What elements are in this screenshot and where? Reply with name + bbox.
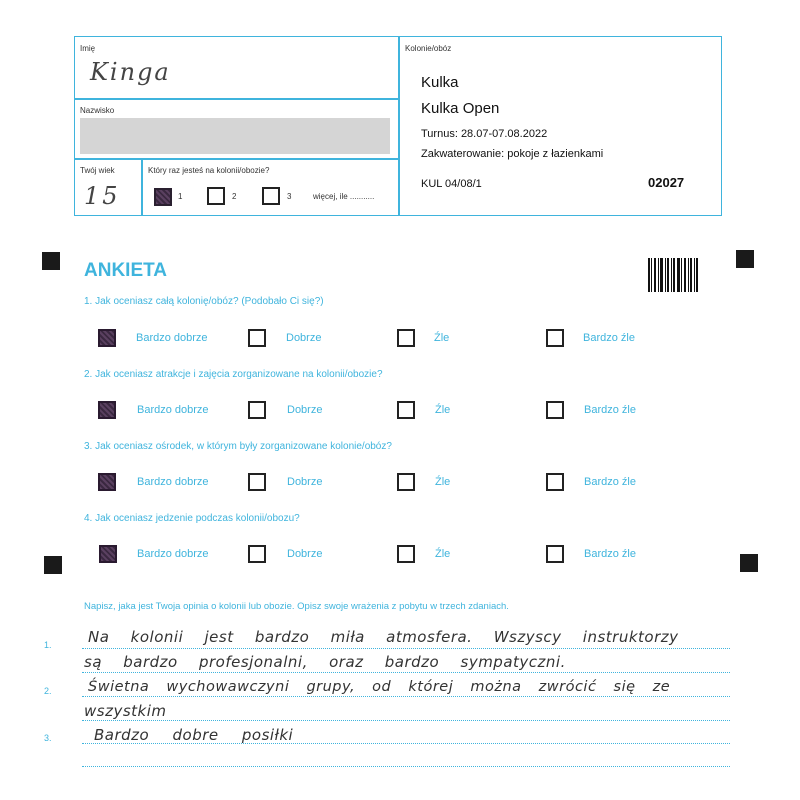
question-1: 1. Jak oceniasz całą kolonię/obóz? (Podobało Ci się?) [84, 296, 324, 307]
opinion-answer-line-2[interactable]: są bardzo profesjonalni, oraz bardzo sympatyczni. [84, 653, 566, 671]
zakwaterowanie: Zakwaterowanie: pokoje z łazienkami [421, 148, 604, 160]
q3-checkbox-dobrze[interactable] [248, 473, 266, 491]
q2-checkbox-bardzo-zle[interactable] [546, 401, 564, 419]
q1-checkbox-bardzo-dobrze[interactable] [98, 329, 116, 347]
kolonia-program: Kulka Open [421, 100, 500, 117]
ktory-raz-checkbox-3[interactable] [262, 187, 280, 205]
q2-checkbox-bardzo-dobrze[interactable] [98, 401, 116, 419]
q2-checkbox-zle[interactable] [397, 401, 415, 419]
q2-checkbox-dobrze[interactable] [248, 401, 266, 419]
q4-checkbox-zle[interactable] [397, 545, 415, 563]
kolonia-label: Kolonie/obóz [405, 44, 452, 53]
q2-option-bardzo-zle: Bardzo źle [584, 404, 636, 416]
writing-line [82, 766, 730, 767]
q1-checkbox-bardzo-zle[interactable] [546, 329, 564, 347]
ktory-raz-option-2: 2 [232, 192, 237, 201]
q3-option-dobrze: Dobrze [287, 476, 323, 488]
q4-option-dobrze: Dobrze [287, 548, 323, 560]
header-divider-3 [141, 158, 143, 216]
q1-option-bardzo-dobrze: Bardzo dobrze [136, 332, 208, 344]
question-2: 2. Jak oceniasz atrakcje i zajęcia zorganizowane na kolonii/obozie? [84, 369, 383, 380]
q1-checkbox-dobrze[interactable] [248, 329, 266, 347]
imie-label: Imię [80, 44, 96, 53]
q4-checkbox-bardzo-dobrze[interactable] [99, 545, 117, 563]
ktory-raz-label: Który raz jesteś na kolonii/obozie? [148, 166, 270, 175]
line-number-1: 1. [44, 640, 52, 650]
kolonia-number: 02027 [648, 175, 685, 190]
writing-line [82, 720, 730, 721]
wiek-label: Twój wiek [80, 166, 115, 175]
opinion-prompt: Napisz, jaka jest Twoja opinia o kolonii lub obozie. Opisz swoje wrażenia z pobytu w trzech zdaniach. [84, 601, 509, 612]
ktory-raz-checkbox-1[interactable] [154, 188, 172, 206]
kolonia-code: KUL 04/08/1 [421, 178, 482, 190]
q4-checkbox-dobrze[interactable] [248, 545, 266, 563]
header-divider-2 [74, 158, 398, 160]
q1-option-dobrze: Dobrze [286, 332, 322, 344]
q1-option-bardzo-zle: Bardzo źle [583, 332, 635, 344]
q3-checkbox-bardzo-zle[interactable] [546, 473, 564, 491]
q1-option-zle: Źle [434, 332, 450, 344]
wiek-value[interactable]: 15 [84, 182, 121, 210]
q3-option-bardzo-zle: Bardzo źle [584, 476, 636, 488]
writing-line [82, 696, 730, 697]
writing-line [82, 672, 730, 673]
writing-line [82, 648, 730, 649]
registration-marker-bottom-right [740, 554, 758, 572]
question-3: 3. Jak oceniasz ośrodek, w którym były zorganizowane kolonie/obóz? [84, 441, 392, 452]
registration-marker-top-left [42, 252, 60, 270]
opinion-answer-line-4[interactable]: wszystkim [84, 702, 167, 720]
barcode-icon [648, 258, 700, 292]
opinion-answer-line-5[interactable]: Bardzo dobre posiłki [94, 726, 294, 744]
kolonia-name: Kulka [421, 74, 459, 91]
registration-marker-top-right [736, 250, 754, 268]
q2-option-zle: Źle [435, 404, 451, 416]
opinion-answer-line-3[interactable]: Świetna wychowawczyni grupy, od której można zwrócić się ze [88, 679, 671, 695]
turnus: Turnus: 28.07-07.08.2022 [421, 128, 548, 140]
q3-checkbox-bardzo-dobrze[interactable] [98, 473, 116, 491]
ktory-raz-option-3: 3 [287, 192, 292, 201]
q3-option-zle: Źle [435, 476, 451, 488]
nazwisko-label: Nazwisko [80, 106, 115, 115]
header-divider-vertical [398, 36, 400, 216]
q3-checkbox-zle[interactable] [397, 473, 415, 491]
ktory-raz-option-1: 1 [178, 192, 183, 201]
q4-option-bardzo-dobrze: Bardzo dobrze [137, 548, 209, 560]
registration-marker-bottom-left [44, 556, 62, 574]
q4-option-bardzo-zle: Bardzo źle [584, 548, 636, 560]
question-4: 4. Jak oceniasz jedzenie podczas kolonii/obozu? [84, 513, 300, 524]
q4-checkbox-bardzo-zle[interactable] [546, 545, 564, 563]
q4-option-zle: Źle [435, 548, 451, 560]
survey-title: ANKIETA [84, 260, 168, 281]
imie-value[interactable]: Kinga [90, 58, 171, 86]
line-number-2: 2. [44, 686, 52, 696]
q2-option-bardzo-dobrze: Bardzo dobrze [137, 404, 209, 416]
ktory-raz-checkbox-2[interactable] [207, 187, 225, 205]
opinion-answer-line-1[interactable]: Na kolonii jest bardzo miła atmosfera. Wszyscy instruktorzy [88, 628, 679, 646]
q1-checkbox-zle[interactable] [397, 329, 415, 347]
line-number-3: 3. [44, 733, 52, 743]
nazwisko-redacted [80, 118, 390, 154]
wiecej-label: więcej, ile ........... [313, 192, 375, 201]
q2-option-dobrze: Dobrze [287, 404, 323, 416]
q3-option-bardzo-dobrze: Bardzo dobrze [137, 476, 209, 488]
header-divider-1 [74, 98, 398, 100]
